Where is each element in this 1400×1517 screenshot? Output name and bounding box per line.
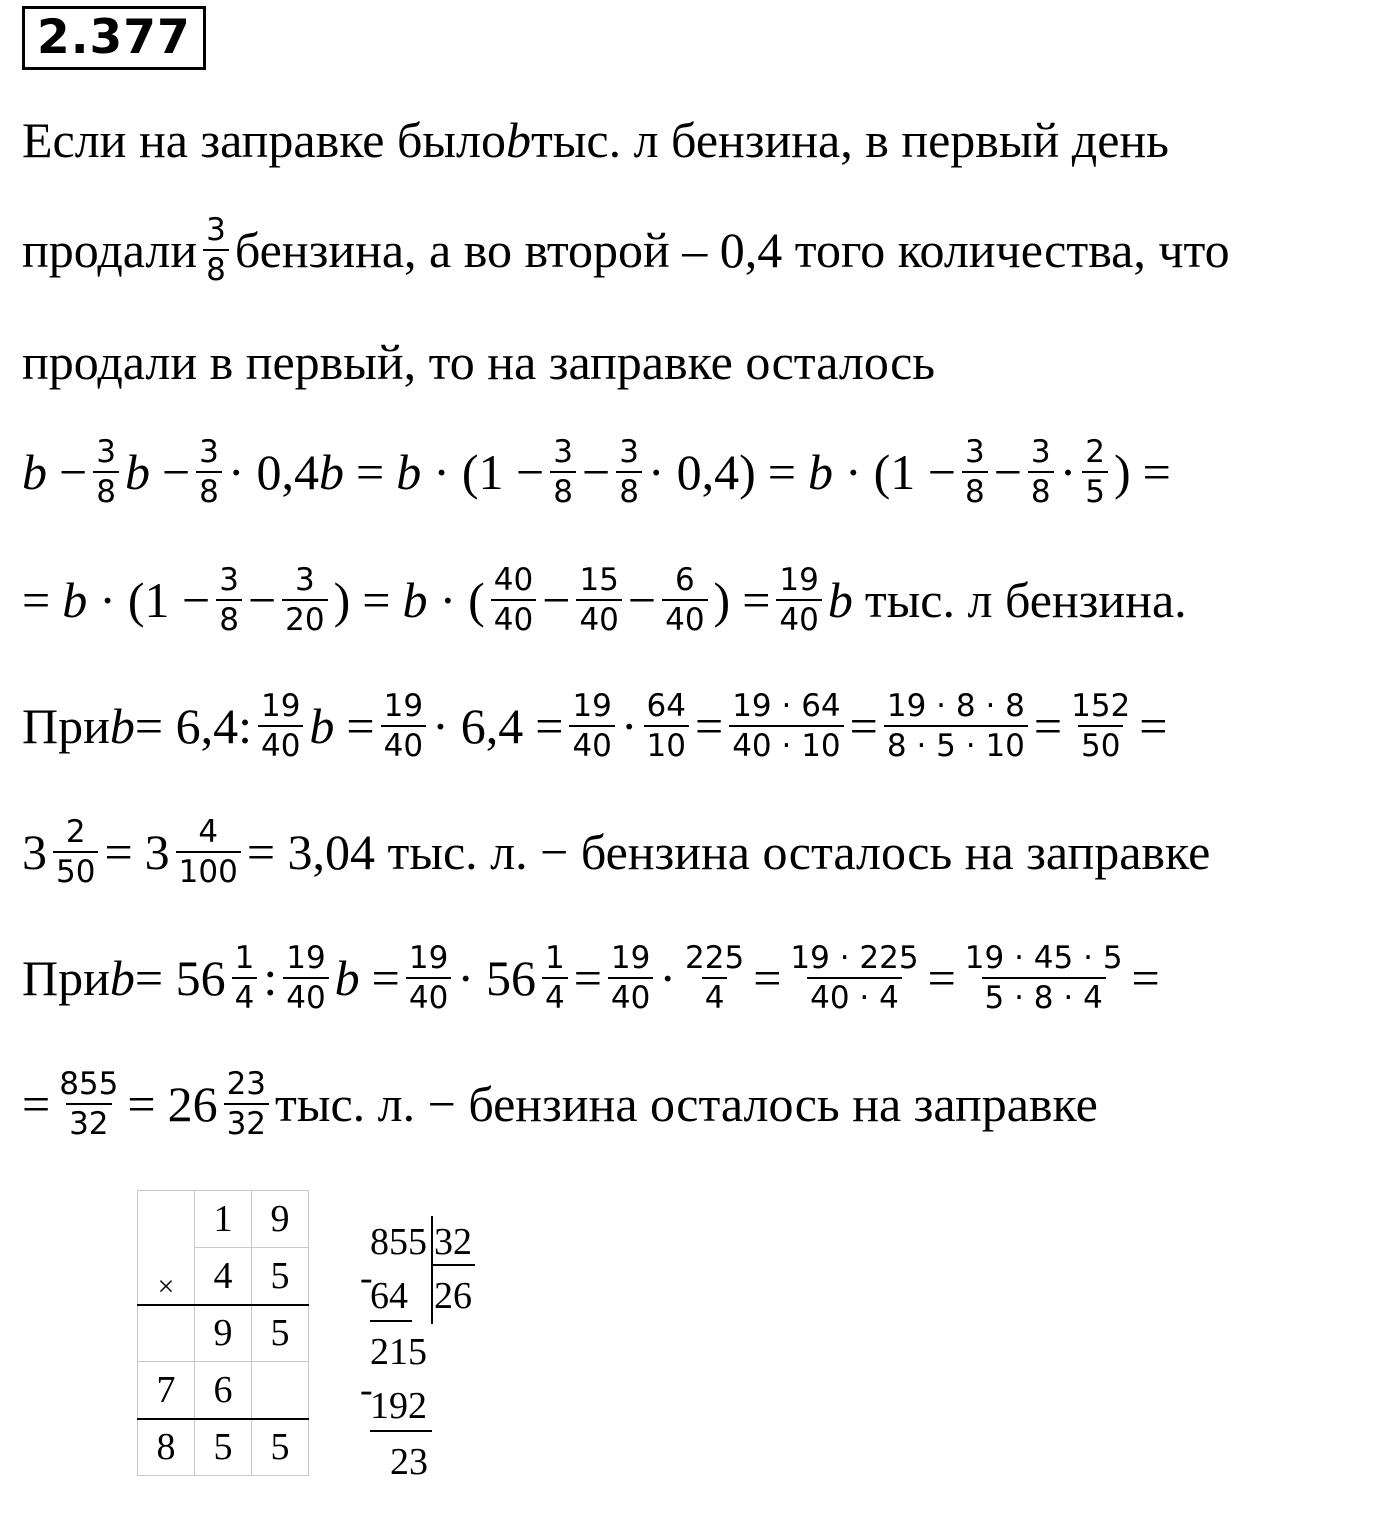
grid-cell: 8 [138,1419,195,1476]
remainder: 23 [390,1441,428,1483]
intro-text: продали в первый, то на заправке осталось [22,334,936,390]
intro-text: Если на заправке было [22,112,506,168]
fraction: $\frac{1}{4}$ [542,941,568,1015]
fraction: $\frac{19}{40}$ [608,941,653,1015]
fraction: $\frac{19 \cdot 8 \cdot 8}{8 \cdot 5 \cdot 10}$ [884,689,1028,763]
remainder-step: 215 [370,1331,427,1373]
fraction: $\frac{23}{32}$ [224,1067,269,1141]
grid-cell: 7 [138,1362,195,1419]
fraction: $\frac{3}{8}$ [1028,435,1054,509]
fraction: $\frac{19 \cdot 45 \cdot 5}{5 \cdot 8 \cdot 4}$ [964,939,1123,1016]
intro-text: бензина, а во второй – 0,4 того количества, что [234,222,1230,278]
grid-cell: 5 [252,1419,309,1476]
fraction: $\frac{3}{20}$ [282,563,327,637]
minus-sign: - [360,1369,373,1411]
minus-sign: - [360,1257,373,1299]
equation-line-2: = b · (1 − $\frac{3}{8}$ − $\frac{3}{20}$ ) = b · ( $\frac{40}{40}$ − $\frac{15}{40}$ − $\frac{6}{40}$ ) = $\frac{19}{40}$ b тыс. л бензина. [22,561,1187,638]
subtrahend: 192 [370,1385,427,1427]
grid-cell: 9 [252,1191,309,1248]
fraction: $\frac{15}{40}$ [576,563,621,637]
case1-line: При b = 6,4: $\frac{19}{40}$ b = $\frac{19}{40}$ · 6,4 = $\frac{19}{40}$ · $\frac{64}{10}$ = $\frac{19 \cdot 64}{40 \cdot 10}$ = $\frac{19 \cdot 8 \cdot 8}{8 \cdot 5 \cdot 10}$ = $\frac{152}{50}$ = [22,687,1168,764]
intro-line-2 [22,200,1230,300]
fraction-3-8: $\frac{3}{8}$ [203,213,229,287]
fraction: $\frac{3}{8}$ [196,435,222,509]
grid-cell: 1 [195,1191,252,1248]
fraction: $\frac{3}{8}$ [216,563,242,637]
dividend: 855 [370,1221,427,1263]
fraction: $\frac{19 \cdot 64}{40 \cdot 10}$ [729,689,843,763]
divisor: 32 [434,1221,472,1263]
fraction: $\frac{225}{4}$ [685,939,745,1016]
case2-line: При b = 56 $\frac{1}{4}$ : $\frac{19}{40}$ b = $\frac{19}{40}$ · 56 $\frac{1}{4}$ = $\frac{19}{40}$ · $\frac{225}{4}$ = $\frac{19 \cdot 225}{40 \cdot 4}$ = $\frac{19 \cdot 45 \cdot 5}{5 \cdot 8 \cdot 4}$ = [22,939,1160,1016]
fraction: $\frac{1}{4}$ [232,941,258,1015]
fraction: $\frac{19}{40}$ [381,689,426,763]
fraction: $\frac{4}{100}$ [176,815,241,889]
fraction: $\frac{19}{40}$ [776,563,821,637]
multiplication-grid [137,1190,309,1476]
subtrahend: 64 [370,1275,408,1317]
grid-cell: 5 [195,1419,252,1476]
fraction: $\frac{3}{8}$ [93,435,119,509]
case2-result-line: = $\frac{855}{32}$ = 26 $\frac{23}{32}$ тыс. л. − бензина осталось на заправке [22,1065,1098,1142]
fraction: $\frac{19 \cdot 225}{40 \cdot 4}$ [790,939,919,1016]
variable-b: b [505,112,531,168]
fraction: $\frac{19}{40}$ [406,941,451,1015]
problem-number-badge: 2.377 [22,6,206,70]
fraction: $\frac{2}{50}$ [53,815,98,889]
multiply-sign: × [138,1191,195,1305]
grid-cell: 4 [195,1248,252,1305]
grid-cell: 6 [195,1362,252,1419]
intro-line-1 [22,90,1169,190]
intro-text: тыс. л бензина, в первый день [530,112,1169,168]
grid-cell: 5 [252,1248,309,1305]
equation-line-1: b − $\frac{3}{8}$ b − $\frac{3}{8}$ · 0,4 b = b · (1 − $\frac{3}{8}$ − $\frac{3}{8}$ · 0,4) = b · (1 − $\frac{3}{8}$ − $\frac{3}{8}$ · $\frac{2}{5}$ ) = [22,433,1171,510]
intro-text: продали [22,222,198,278]
fraction: $\frac{2}{5}$ [1082,435,1108,509]
grid-cell [138,1305,195,1362]
fraction: $\frac{3}{8}$ [550,435,576,509]
fraction: $\frac{3}{8}$ [962,435,988,509]
fraction: $\frac{855}{32}$ [59,1065,119,1142]
fraction: $\frac{152}{50}$ [1071,687,1131,764]
fraction: $\frac{3}{8}$ [616,435,642,509]
fraction: $\frac{19}{40}$ [569,689,614,763]
grid-cell: 9 [195,1305,252,1362]
intro-line-3 [22,312,935,412]
fraction: $\frac{19}{40}$ [283,941,328,1015]
grid-cell [252,1362,309,1419]
fraction: $\frac{6}{40}$ [662,563,707,637]
grid-cell: 5 [252,1305,309,1362]
quotient: 26 [434,1275,472,1317]
fraction: $\frac{19}{40}$ [258,689,303,763]
fraction: $\frac{40}{40}$ [491,563,536,637]
case1-result-line: 3 $\frac{2}{50}$ = 3 $\frac{4}{100}$ = 3,04 тыс. л. − бензина осталось на заправке [22,813,1211,890]
fraction: $\frac{64}{10}$ [644,689,689,763]
